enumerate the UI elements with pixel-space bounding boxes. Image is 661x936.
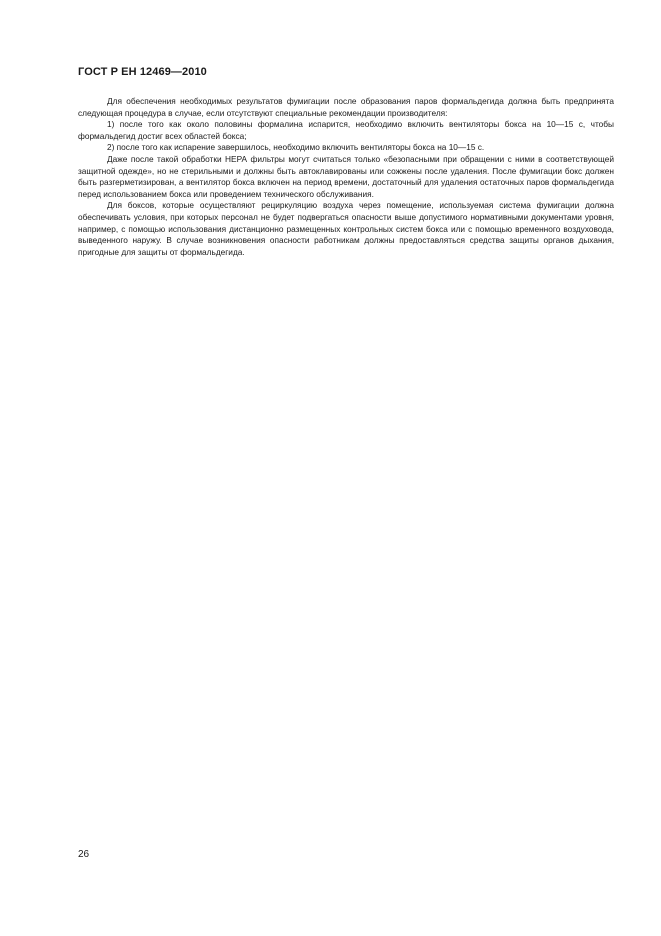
paragraph-recirculation: Для боксов, которые осуществляют рециркуляцию воздуха через помещение, используемая система фумигации должна обеспечивать условия, при которых персонал не будет подвергаться опасности выше допустимого нормативными документами уровня, например, с помощью использования дистанционно размещенных контрольных систем бокса или с помощью временного воздуховода, выведенного наружу. В случае возникновения опасности работникам должны предоставляться средства защиты органов дыхания, пригодные для защиты от формальдегида.	[78, 200, 614, 257]
document-body	[78, 96, 614, 258]
paragraph-procedure-intro: Для обеспечения необходимых результатов фумигации после образования паров формальдегида должна быть предпринята следующая процедура в случае, если отсутствуют специальные рекомендации производителя:	[78, 96, 614, 118]
list-item-step-2: 2) после того как испарение завершилось, необходимо включить вентиляторы бокса на 10—15 с.	[107, 142, 485, 153]
page-number: 26	[78, 849, 90, 860]
standard-header: ГОСТ Р ЕН 12469—2010	[78, 66, 207, 78]
list-item-step-1: 1) после того как около половины формалина испарится, необходимо включить вентиляторы бокса на 10—15 с, чтобы формальдегид достиг всех областей бокса;	[78, 119, 614, 141]
paragraph-hepa-filters: Даже после такой обработки НЕРА фильтры могут считаться только «безопасными при обращении с ними в соответствующей защитной одежде», но не стерильными и должны быть автоклавированы или сожжены после удаления. После фумигации бокс должен быть разгерметизирован, а вентилятор бокса включен на период времени, достаточный для удаления остаточных паров формальдегида перед использованием бокса или проведением технического обслуживания.	[78, 153, 614, 199]
